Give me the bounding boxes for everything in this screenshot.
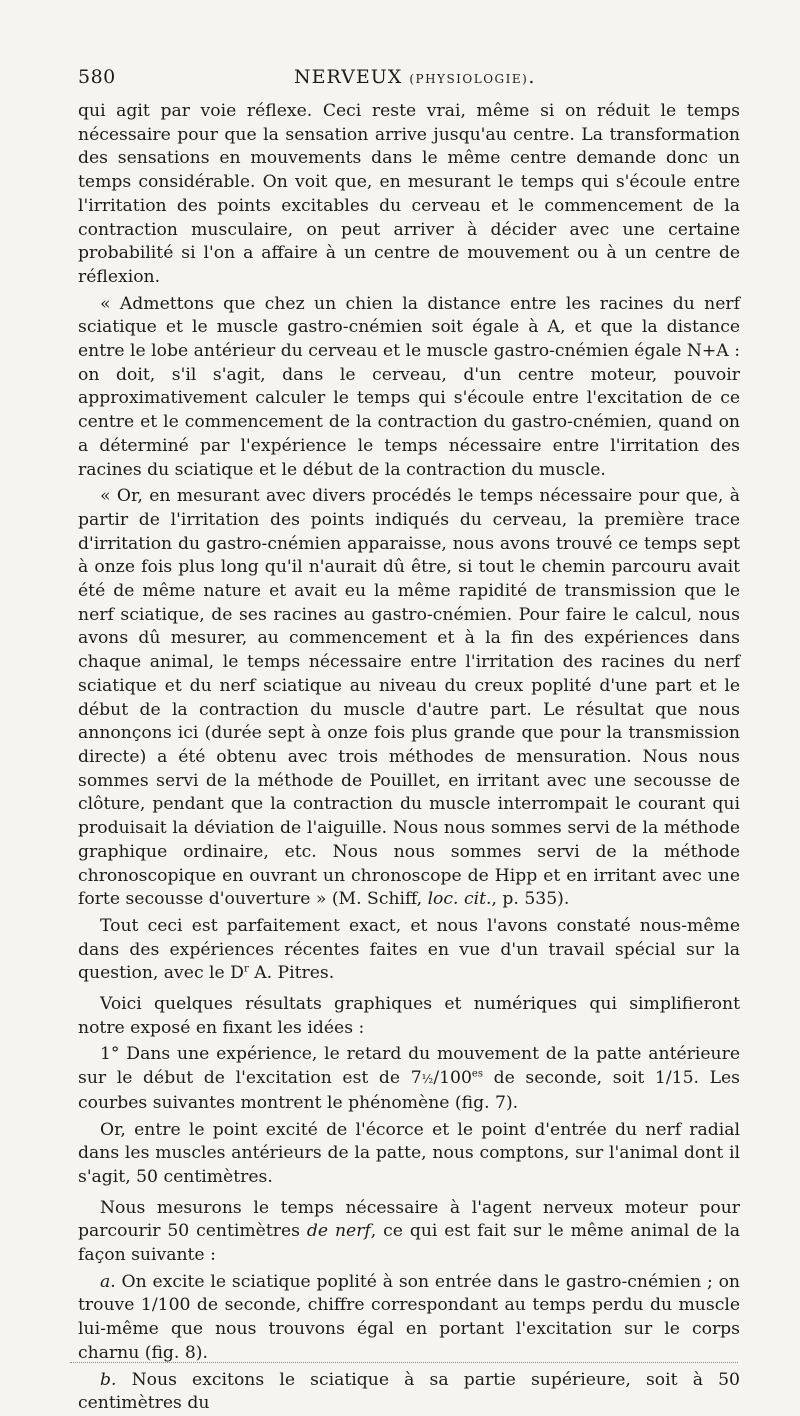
superscript: es: [471, 1068, 483, 1080]
item-label: a.: [100, 1271, 116, 1292]
running-title-main: NERVEUX: [294, 66, 403, 88]
paragraph-quote: « Admettons que chez un chien la distance entre les racines du nerf sciatique et le muscle gastro-cnémien soit égale à A, et que la distance entre le lobe antérieur du cerveau et le muscle gastro-cnémien égale N+A : on doit, s'il s'agit, dans le cerveau, d'un centre moteur, pouvoir approximativement calculer le temps qui s'écoule entre l'excitation de ce centre et le commencement de la contraction du gastro-cnémien, quand on a déterminé par l'expérience le temps nécessaire entre l'irritation des racines du sciatique et le début de la contraction du muscle.: [78, 293, 740, 480]
quote-text: « Or, en mesurant avec divers procédés le temps nécessaire pour que, à partir de l'irritation des points indiqués du cerveau, la première trace d'irritation du gastro-cnémien apparaisse, nous avons trouvé ce temps sept à onze fois plus long qu'il n'aurait dû être, si tout le chemin parcouru avait été de même nature et avait eu la même rapidité de transmission que le nerf sciatique, de ses racines au gastro-cnémien. Pour faire le calcul, nous avons dû mesurer, au commencement et à la fin des expériences dans chaque animal, le temps nécessaire entre l'irritation des racines du nerf sciatique et du nerf sciatique au niveau du creux poplité d'une part et le début de la contraction du muscle d'autre part. Le résultat que nous annonçons ici (durée sept à onze fois plus grande que pour la transmission directe) a été obtenu avec trois méthodes de mensuration. Nous nous sommes servi de la méthode de Pouillet, en irritant avec une secousse de clôture, pendant que la contraction du muscle interrompait le courant qui produisait la déviation de l'aiguille. Nous nous sommes servi de la méthode graphique ordinaire, etc. Nous nous sommes servi de la méthode chronoscopique en ouvrant un chronoscope de Hipp et en irritant avec une forte secousse d'ouverture » (M. Schiff,: [78, 486, 740, 910]
paragraph-quote: [78, 485, 740, 912]
paragraph-text: /100: [433, 1068, 472, 1089]
paragraph-item-a: [78, 1271, 740, 1366]
running-title: [294, 66, 535, 88]
paragraph-text: Nous excitons le sciatique à sa partie supérieure, soit à 50 centimètres du: [78, 1369, 740, 1414]
paragraph-text: , ce qui est fait sur le même animal de la façon suivante :: [78, 1221, 740, 1266]
paragraph-text: Nous mesurons le temps nécessaire à l'agent nerveux moteur pour parcourir 50 centimètres: [78, 1197, 740, 1242]
page-number: 580: [78, 66, 116, 88]
fraction: ½: [421, 1072, 434, 1087]
running-title-end: .: [528, 66, 536, 88]
paragraph: Or, entre le point excité de l'écorce et le point d'entrée du nerf radial dans les muscles antérieurs de la patte, nous comptons, sur l'animal dont il s'agit, 50 centimètres.: [78, 1119, 740, 1187]
citation-italic: loc. cit.: [427, 889, 492, 910]
paragraph: qui agit par voie réflexe. Ceci reste vrai, même si on réduit le temps nécessaire pour que la sensation arrive jusqu'au centre. La transformation des sensations en mouvements dans le même centre demande donc un temps considérable. On voit que, en mesurant le temps qui s'écoule entre l'irritation des points excitables du cerveau et le commencement de la contraction musculaire, on peut arriver à décider avec une certaine probabilité si l'on a affaire à un centre de mouvement ou à un centre de réflexion.: [78, 101, 740, 287]
paragraph-numbered: [78, 1043, 740, 1115]
paragraph: Voici quelques résultats graphiques et numériques qui simplifieront notre exposé en fixant les idées :: [78, 994, 740, 1038]
running-header: [78, 66, 738, 90]
paragraph: [78, 915, 740, 986]
footer-dotted-rule: [70, 1362, 738, 1363]
superscript: r: [243, 963, 249, 975]
paragraph-item-b: [78, 1369, 740, 1416]
paragraph-text: Tout ceci est parfaitement exact, et nous l'avons constaté nous-même dans des expériences récentes faites en vue d'un travail spécial sur la question, avec le D: [78, 915, 740, 984]
paragraph-text: On excite le sciatique poplité à son entrée dans le gastro-cnémien ; on trouve 1/100 de seconde, chiffre correspondant au temps perdu du muscle lui-même que nous trouvons égal en portant l'excitation sur le corps charnu (fig. 8).: [78, 1271, 740, 1363]
body-text: [78, 100, 740, 1416]
paragraph: [78, 1197, 740, 1268]
italic-text: de nerf: [306, 1221, 371, 1242]
item-label: b.: [100, 1369, 117, 1390]
running-title-sub: (PHYSIOLOGIE): [409, 72, 529, 86]
paragraph-text: de seconde, soit 1/15. Les courbes suivantes montrent le phénomène (fig. 7).: [78, 1068, 740, 1113]
paragraph-text-end: A. Pitres.: [248, 963, 335, 984]
citation-end: , p. 535).: [491, 889, 570, 910]
paragraph-text: 1° Dans une expérience, le retard du mouvement de la patte antérieure sur le début de l'excitation est de 7: [78, 1044, 740, 1089]
